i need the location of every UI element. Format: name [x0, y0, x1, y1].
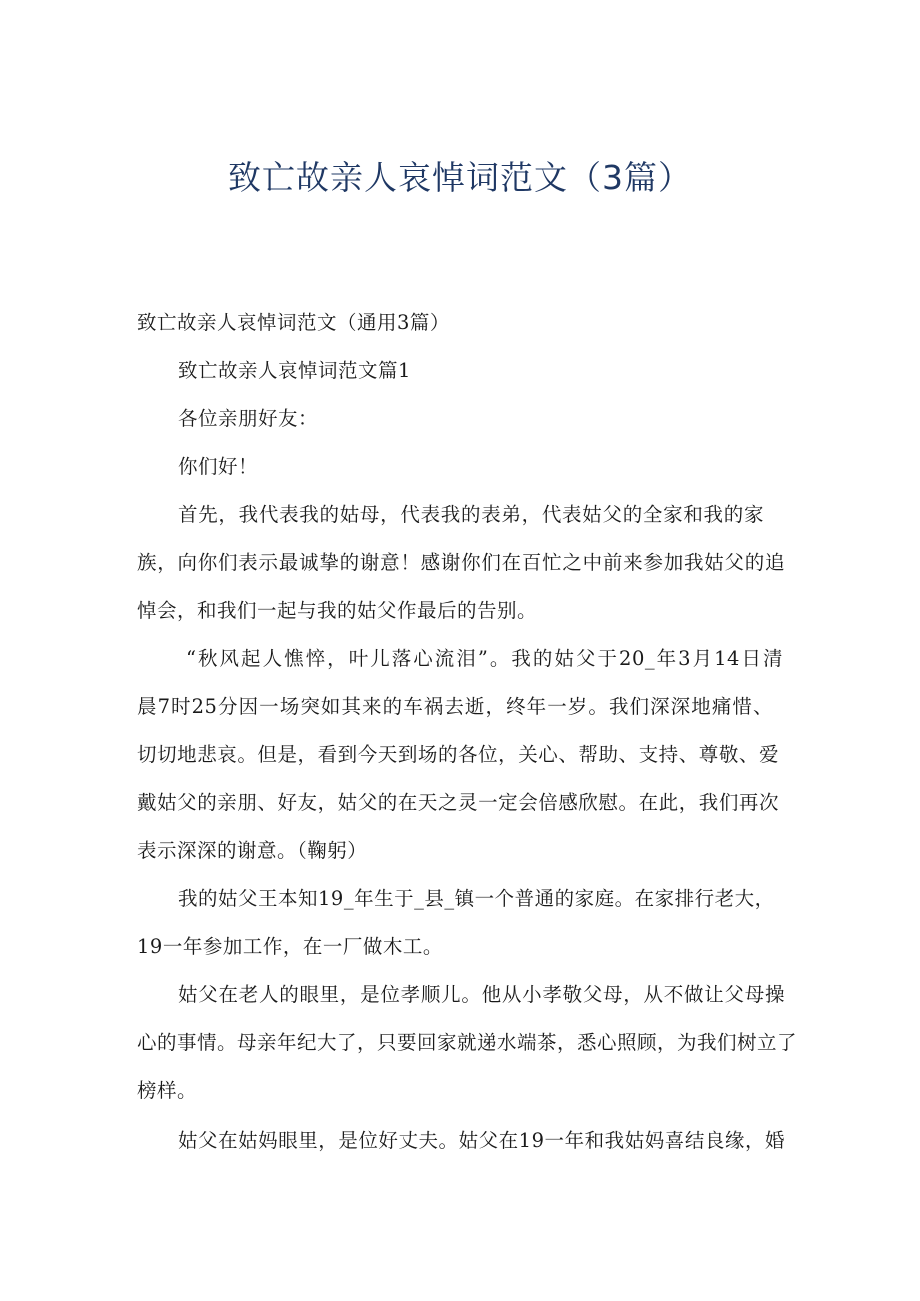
paragraph-line: 我的姑父王本知19_年生于_县_镇一个普通的家庭。在家排行老大， [178, 887, 775, 910]
paragraph-line: 切切地悲哀。但是，看到今天到场的各位，关心、帮助、支持、尊敬、爱 [137, 743, 779, 766]
greeting-line: 你们好！ [178, 455, 259, 478]
paragraph-line: 族，向你们表示最诚挚的谢意！感谢你们在百忙之中前来参加我姑父的追 [137, 551, 785, 574]
paragraph-line: 晨7时25分因一场突如其来的车祸去逝，终年一岁。我们深深地痛惜、 [137, 695, 773, 718]
paragraph-line: 首先，我代表我的姑母，代表我的表弟，代表姑父的全家和我的家 [178, 503, 764, 526]
paragraph-line: 表示深深的谢意。（鞠躬） [137, 839, 368, 862]
paragraph-line: 心的事情。母亲年纪大了，只要回家就递水端茶，悉心照顾，为我们树立了 [137, 1031, 798, 1054]
paragraph-line: 榜样。 [137, 1079, 198, 1102]
paragraph-line: 姑父在姑妈眼里，是位好丈夫。姑父在19一年和我姑妈喜结良缘，婚 [178, 1129, 785, 1152]
section-heading: 致亡故亲人哀悼词范文篇1 [178, 359, 411, 382]
paragraph-line: 戴姑父的亲朋、好友，姑父的在天之灵一定会倍感欣慰。在此，我们再次 [137, 791, 779, 814]
paragraph-line: 姑父在老人的眼里，是位孝顺儿。他从小孝敬父母，从不做让父母操 [178, 983, 785, 1006]
paragraph-line: “秋风起人憔悴，叶儿落心流泪”。我的姑父于20_年3月14日清 [186, 647, 783, 670]
paragraph-line: 悼会，和我们一起与我的姑父作最后的告别。 [137, 599, 538, 622]
salutation-line: 各位亲朋好友： [178, 407, 319, 430]
paragraph-line: 19一年参加工作，在一厂做木工。 [137, 935, 443, 958]
subtitle-line: 致亡故亲人哀悼词范文（通用3篇） [137, 311, 450, 334]
document-title: 致亡故亲人哀悼词范文（3篇） [228, 158, 692, 197]
